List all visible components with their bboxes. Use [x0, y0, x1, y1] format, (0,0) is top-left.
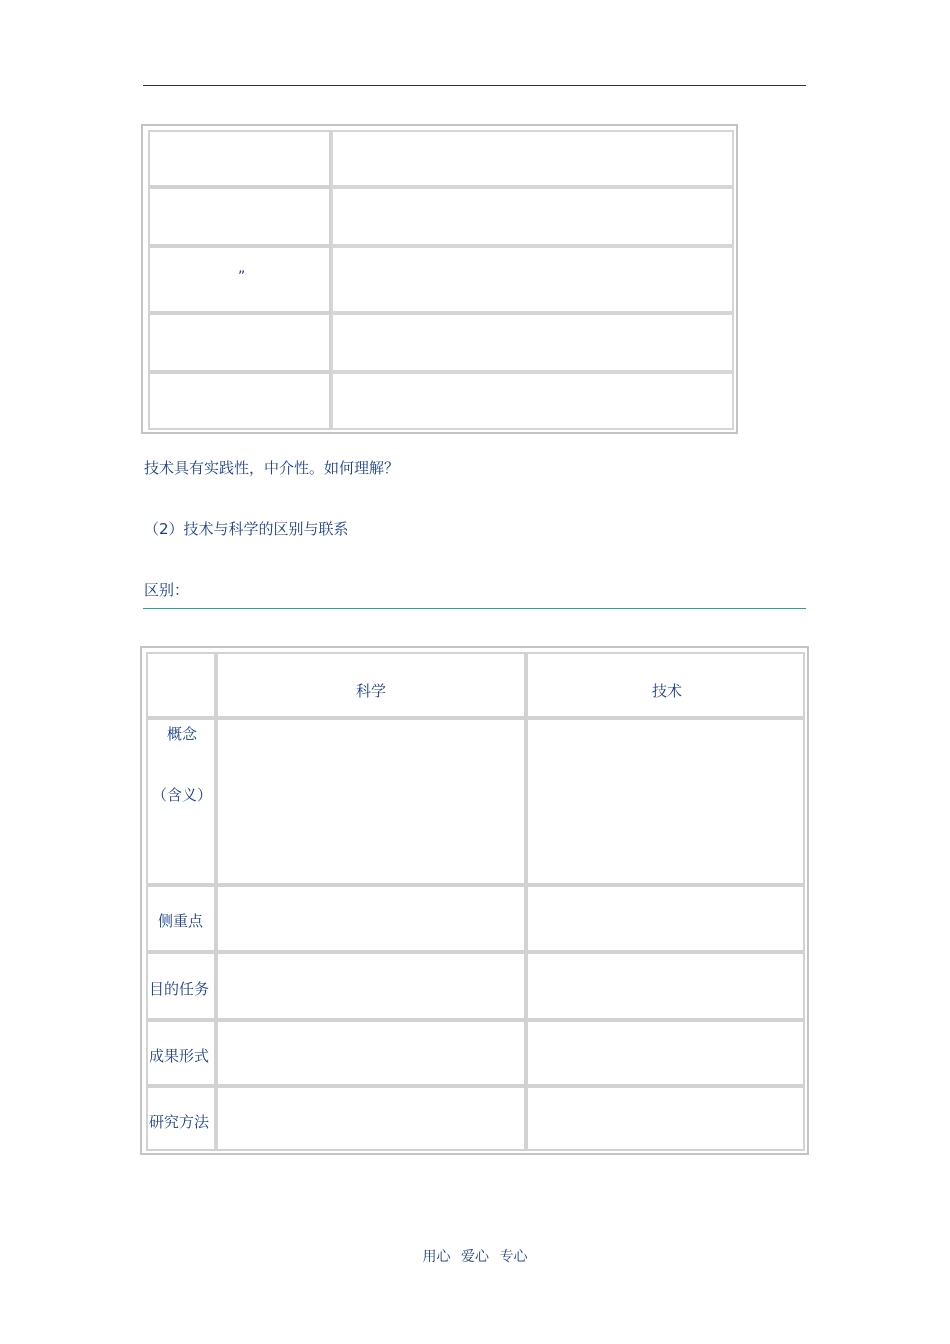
- closing-quote-mark: ”: [238, 269, 246, 285]
- goal-technology-cell: [526, 952, 805, 1020]
- concept-label-line2: （含义）: [152, 786, 213, 804]
- research-method-label: 研究方法: [149, 1113, 210, 1131]
- focus-label: 侧重点: [158, 912, 204, 930]
- table1-row5-right-cell: [331, 372, 734, 430]
- row-label-goal: [146, 952, 216, 1020]
- table1-row4-left-cell: [148, 313, 331, 372]
- result-form-label: 成果形式: [149, 1047, 210, 1065]
- research-method-science-cell: [216, 1086, 526, 1151]
- table1-row1-right-cell: [331, 130, 734, 187]
- row-label-research-method: [146, 1086, 216, 1151]
- header-science-cell: [216, 652, 526, 718]
- header-technology-label: 技术: [652, 682, 683, 700]
- header-science-label: 科学: [356, 682, 387, 700]
- table1-row1-left-cell: [148, 130, 331, 187]
- table1-row2-right-cell: [331, 187, 734, 246]
- concept-technology-cell: [526, 718, 805, 885]
- result-form-science-cell: [216, 1020, 526, 1086]
- section-divider: [143, 608, 806, 609]
- section-subheading: （2）技术与科学的区别与联系: [144, 520, 349, 538]
- difference-label: 区别：: [144, 581, 190, 599]
- table1-row3-right-cell: [331, 246, 734, 313]
- research-method-technology-cell: [526, 1086, 805, 1151]
- blank-table-1: [141, 124, 738, 434]
- row-label-result-form: [146, 1020, 216, 1086]
- header-technology-cell: [526, 652, 805, 718]
- table1-row5-left-cell: [148, 372, 331, 430]
- page-footer: 用心 爱心 专心: [422, 1249, 528, 1265]
- concept-label-line1: 概念: [167, 725, 198, 743]
- table1-row4-right-cell: [331, 313, 734, 372]
- table1-row3-left-cell: [148, 246, 331, 313]
- goal-label: 目的任务: [149, 980, 210, 998]
- header-corner-cell: [146, 652, 216, 718]
- goal-science-cell: [216, 952, 526, 1020]
- focus-science-cell: [216, 885, 526, 952]
- question-paragraph: 技术具有实践性，中介性。如何理解？: [144, 459, 400, 477]
- table1-row2-left-cell: [148, 187, 331, 246]
- row-label-concept: [146, 718, 216, 885]
- result-form-technology-cell: [526, 1020, 805, 1086]
- concept-science-cell: [216, 718, 526, 885]
- row-label-focus: [146, 885, 216, 952]
- header-rule: [143, 85, 806, 86]
- science-technology-comparison-table: [140, 646, 809, 1155]
- focus-technology-cell: [526, 885, 805, 952]
